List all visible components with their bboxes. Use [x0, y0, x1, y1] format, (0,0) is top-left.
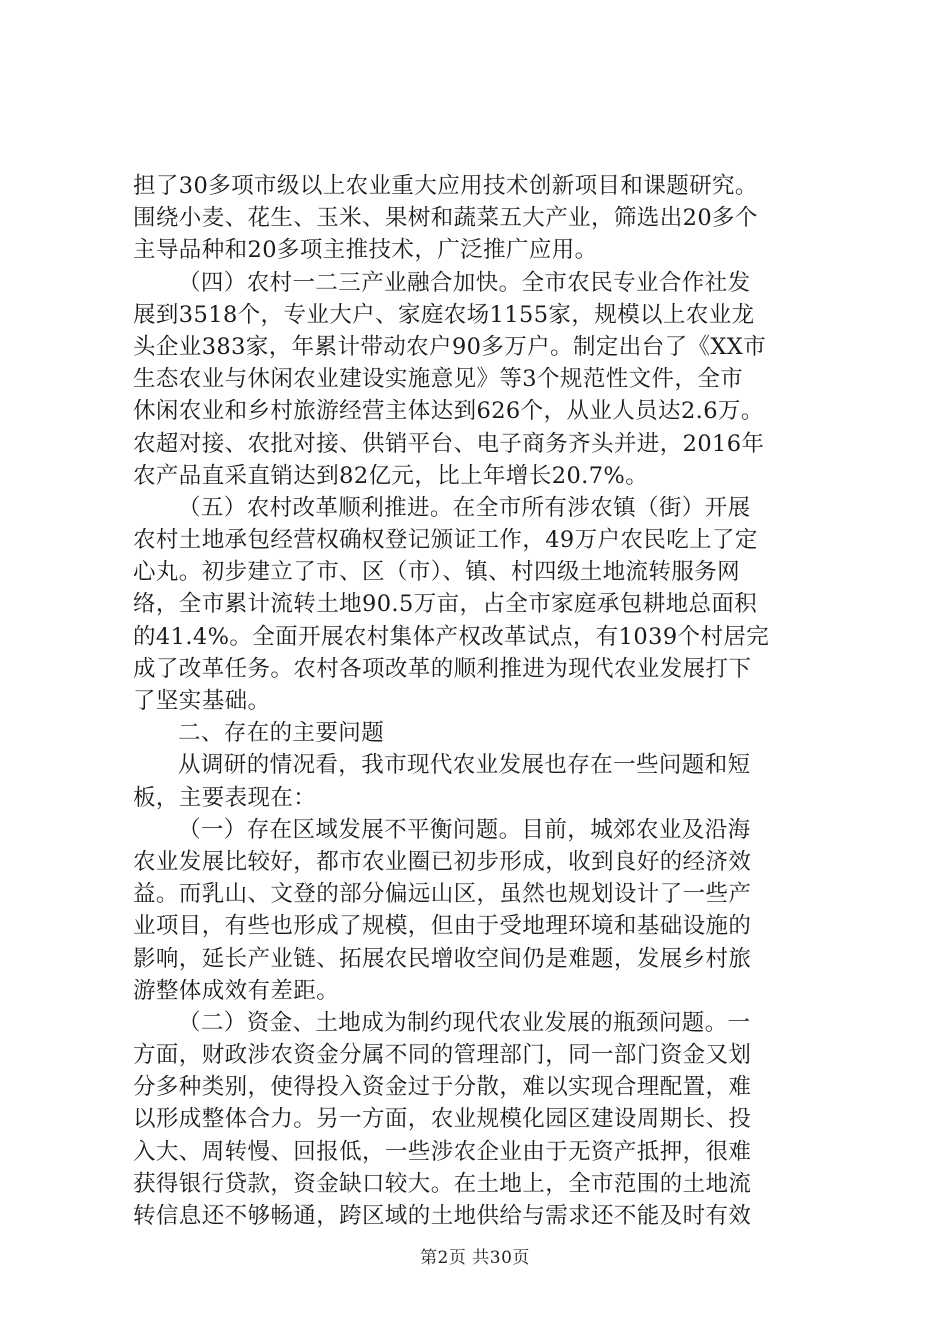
- text-line: 心丸。初步建立了市、区（市）、镇、村四级土地流转服务网: [133, 559, 741, 586]
- text-line: （五）农村改革顺利推进。在全市所有涉农镇（街）开展: [178, 494, 751, 521]
- text-line: 影响，延长产业链、拓展农民增收空间仍是难题，发展乡村旅: [133, 945, 752, 972]
- text-line: 入大、周转慢、回报低，一些涉农企业由于无资产抵押，很难: [133, 1138, 752, 1165]
- text-line: 休闲农业和乡村旅游经营主体达到626个，从业人员达2.6万。: [133, 398, 764, 425]
- text-line: 络，全市累计流转土地90.5万亩，占全市家庭承包耕地总面积: [133, 591, 758, 618]
- text-line: 从调研的情况看，我市现代农业发展也存在一些问题和短: [178, 752, 751, 779]
- text-line: 益。而乳山、文登的部分偏远山区，虽然也规划设计了一些产: [133, 881, 752, 908]
- text-line: （一）存在区域发展不平衡问题。目前，城郊农业及沿海: [178, 816, 751, 843]
- text-line: 农村土地承包经营权确权登记颁证工作，49万户农民吃上了定: [133, 527, 758, 554]
- text-line: 方面，财政涉农资金分属不同的管理部门，同一部门资金又划: [133, 1042, 752, 1069]
- text-line: 业项目，有些也形成了规模，但由于受地理环境和基础设施的: [133, 913, 752, 940]
- text-line: 主导品种和20多项主推技术，广泛推广应用。: [133, 237, 598, 264]
- text-line: 担了30多项市级以上农业重大应用技术创新项目和课题研究。: [133, 173, 758, 199]
- text-line: 的41.4%。全面开展农村集体产权改革试点，有1039个村居完: [133, 623, 770, 650]
- text-line: 游整体成效有差距。: [133, 977, 340, 1004]
- text-line: 板，主要表现在：: [133, 784, 317, 811]
- text-line: 生态农业与休闲农业建设实施意见》等3个规范性文件，全市: [133, 366, 744, 393]
- text-line: 转信息还不够畅通，跨区域的土地供给与需求还不能及时有效: [133, 1203, 752, 1229]
- text-line: 农产品直采直销达到82亿元，比上年增长20.7%。: [133, 462, 649, 489]
- text-line: 展到3518个，专业大户、家庭农场1155家，规模以上农业龙: [133, 301, 755, 328]
- text-line: 农超对接、农批对接、供销平台、电子商务齐头并进，2016年: [133, 430, 765, 457]
- document-body: [133, 170, 833, 1232]
- text-line: 农业发展比较好，都市农业圈已初步形成，收到良好的经济效: [133, 848, 752, 875]
- text-line: 头企业383家，年累计带动农户90多万户。制定出台了《XX市: [133, 333, 767, 360]
- text-line: 以形成整体合力。另一方面，农业规模化园区建设周期长、投: [133, 1106, 752, 1133]
- text-line: 围绕小麦、花生、玉米、果树和蔬菜五大产业，筛选出20多个: [133, 205, 758, 232]
- text-line: （二）资金、土地成为制约现代农业发展的瓶颈问题。一: [178, 1009, 751, 1036]
- text-line: 二、存在的主要问题: [178, 720, 385, 747]
- text-line: 成了改革任务。农村各项改革的顺利推进为现代农业发展打下: [133, 655, 752, 682]
- text-line: 获得银行贷款，资金缺口较大。在土地上，全市范围的土地流: [133, 1170, 752, 1197]
- page-footer: 第2页 共30页: [420, 1248, 530, 1268]
- text-line: 了坚实基础。: [133, 688, 271, 714]
- text-line: 分多种类别，使得投入资金过于分散，难以实现合理配置，难: [133, 1074, 752, 1101]
- text-line: （四）农村一二三产业融合加快。全市农民专业合作社发: [178, 269, 751, 296]
